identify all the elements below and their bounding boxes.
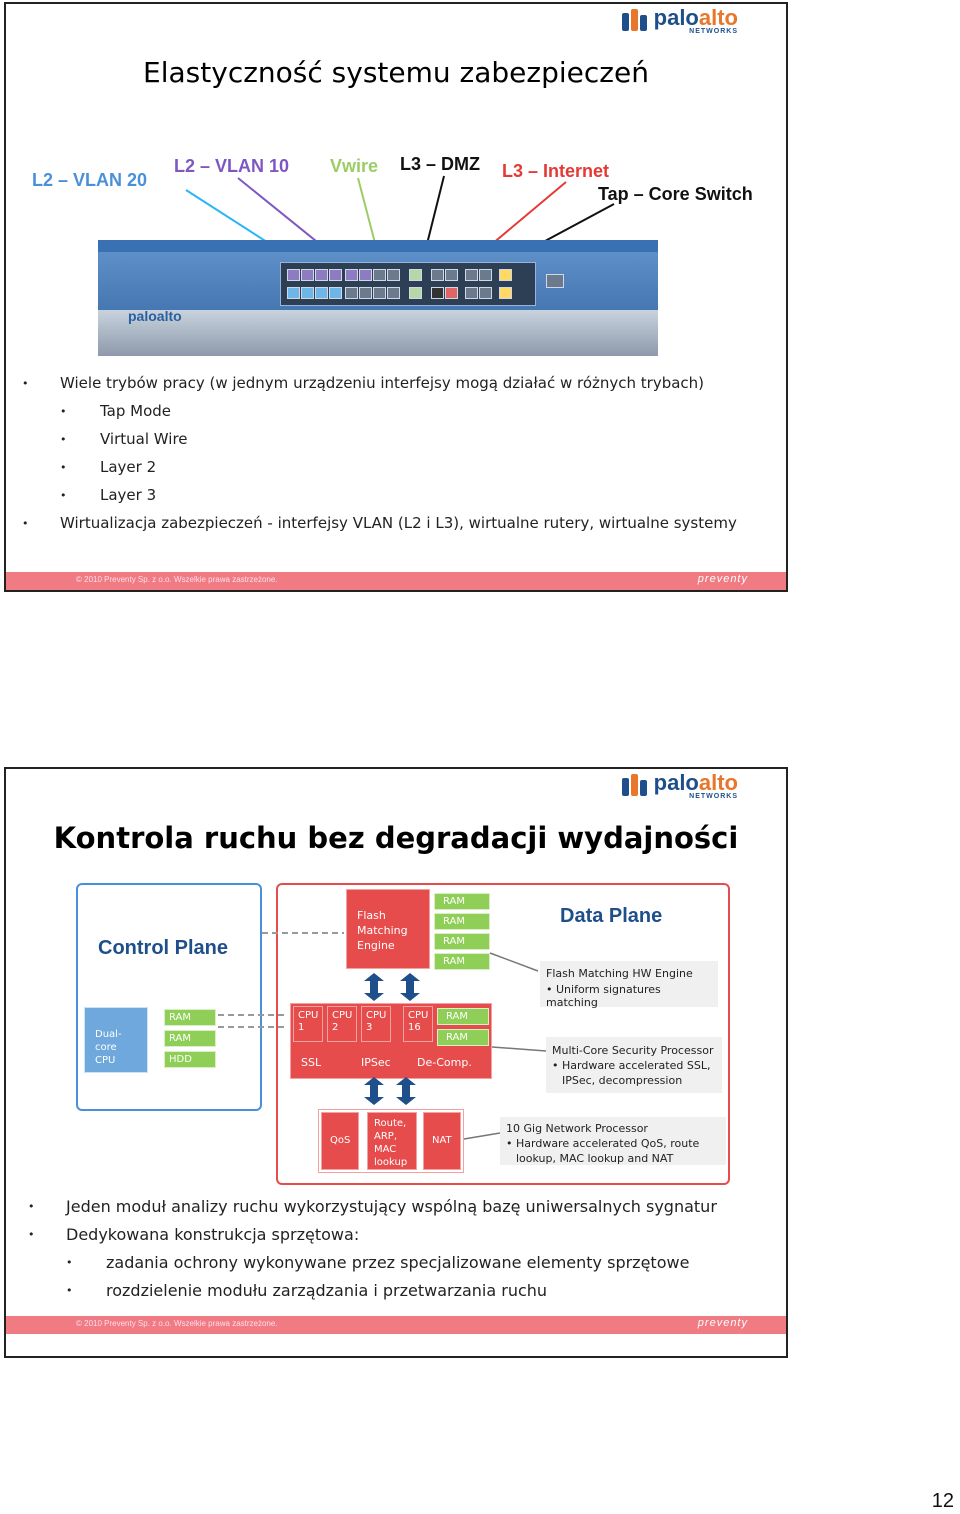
slide-footer	[6, 572, 786, 590]
bullet-2-2: • rozdzielenie modułu zarządzania i przetwarzania ruchu	[106, 1281, 547, 1300]
label-l2-vlan20: L2 – VLAN 20	[32, 170, 148, 190]
bullet-1-4: • Layer 3	[100, 486, 156, 504]
bullet-2-1: • zadania ochrony wykonywane przez specjalizowane elementy sprzętowe	[106, 1253, 689, 1272]
slide-title: Elastyczność systemu zabezpieczeń	[143, 56, 649, 89]
bullet-1-1: • Tap Mode	[100, 402, 171, 420]
cpu-1: CPU 1	[293, 1006, 323, 1042]
cpu-3: CPU 3	[361, 1006, 391, 1042]
connector-lines	[6, 769, 788, 1199]
desc-security-processor: Multi-Core Security Processor • Hardware accelerated SSL, IPSec, decompression	[546, 1037, 722, 1093]
footer-brand: preventy	[697, 573, 748, 585]
bullet-1: • Jeden moduł analizy ruchu wykorzystujący wspólną bazę uniwersalnych sygnatur	[66, 1197, 717, 1216]
cpu-16: CPU 16	[403, 1006, 433, 1042]
bullet-2: • Dedykowana konstrukcja sprzętowa:	[66, 1225, 359, 1244]
mgmt-port	[546, 274, 564, 288]
cpu-ram-1: RAM	[437, 1008, 489, 1025]
flash-ram-1: RAM	[434, 893, 490, 910]
flash-ram-4: RAM	[434, 953, 490, 970]
bullet-1-3: • Layer 2	[100, 458, 156, 476]
bullet-2: • Wirtualizacja zabezpieczeń - interfejsy VLAN (L2 i L3), wirtualne rutery, wirtualne systemy	[60, 514, 737, 532]
desc-network-processor: 10 Gig Network Processor • Hardware accelerated QoS, route lookup, MAC lookup and NAT	[500, 1117, 726, 1165]
label-vwire: Vwire	[330, 156, 379, 176]
desc-flash-engine: Flash Matching HW Engine • Uniform signatures matching	[540, 961, 718, 1007]
label-l2-vlan10: L2 – VLAN 10	[174, 156, 290, 176]
slide-1	[4, 2, 788, 592]
flash-ram-2: RAM	[434, 913, 490, 930]
flash-matching-engine: Flash Matching Engine	[346, 889, 430, 969]
route-box: Route, ARP, MAC lookup	[367, 1112, 417, 1170]
port-panel	[280, 262, 536, 306]
control-ram-2: RAM	[164, 1030, 216, 1047]
control-ram-1: RAM	[164, 1009, 216, 1026]
paloalto-logo: paloalto NETWORKS	[622, 773, 738, 800]
label-tap: Tap – Core Switch	[598, 184, 753, 204]
qos-box: QoS	[321, 1112, 359, 1170]
ipsec-label: IPSec	[361, 1056, 391, 1069]
bullet-1-2: • Virtual Wire	[100, 430, 188, 448]
paloalto-logo: paloalto NETWORKS	[622, 8, 738, 35]
dual-core-cpu: Dual-core CPU	[84, 1007, 148, 1073]
label-l3-internet: L3 – Internet	[502, 161, 610, 181]
device-logo: paloalto	[128, 308, 182, 324]
footer-brand: preventy	[697, 1317, 748, 1329]
control-hdd: HDD	[164, 1051, 216, 1068]
label-l3-dmz: L3 – DMZ	[400, 154, 481, 174]
cpu-ram-2: RAM	[437, 1029, 489, 1046]
slide-title: Kontrola ruchu bez degradacji wydajności	[53, 821, 739, 855]
flash-ram-3: RAM	[434, 933, 490, 950]
footer-copyright: © 2010 Preventy Sp. z o.o. Wszelkie prawa zastrzeżone.	[76, 575, 278, 584]
control-plane-label: Control Plane	[98, 937, 229, 959]
bullet-1: • Wiele trybów pracy (w jednym urządzeniu interfejsy mogą działać w różnych trybach)	[60, 374, 704, 392]
ssl-label: SSL	[301, 1056, 322, 1069]
data-plane-label: Data Plane	[560, 905, 663, 927]
slide-2	[4, 767, 788, 1358]
nat-box: NAT	[423, 1112, 461, 1170]
page-number: 12	[931, 1490, 954, 1512]
cpu-2: CPU 2	[327, 1006, 357, 1042]
decomp-label: De-Comp.	[417, 1056, 472, 1069]
firewall-device-image	[98, 240, 658, 356]
footer-copyright: © 2010 Preventy Sp. z o.o. Wszelkie prawa zastrzeżone.	[76, 1319, 278, 1328]
slide-footer	[6, 1316, 786, 1334]
